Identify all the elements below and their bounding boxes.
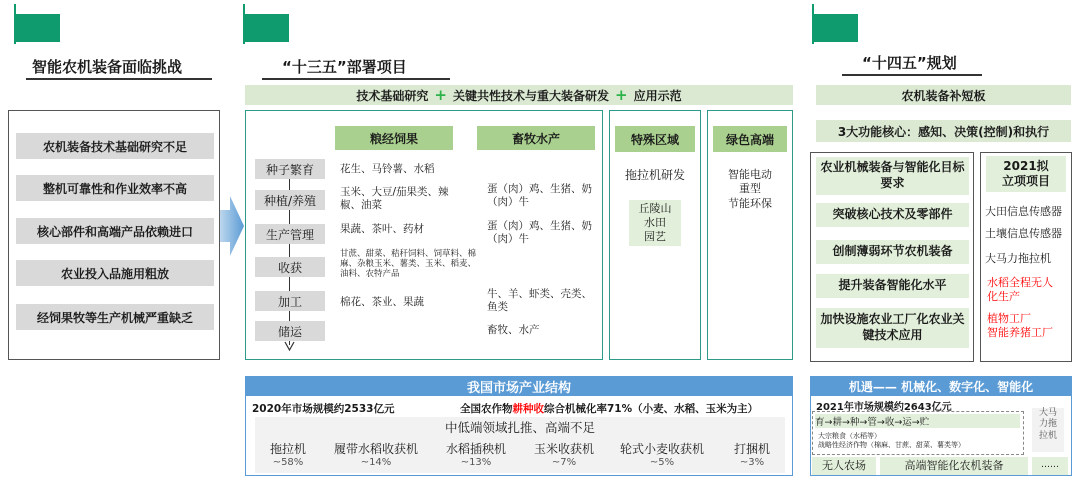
plus-icon: + [615, 86, 628, 104]
grain-cell: 玉米、大豆/茄果类、辣椒、油菜 [340, 186, 449, 212]
goal-item: 加快设施农业工厂化农业关键技术应用 [816, 308, 969, 348]
arrow-down-icon [284, 340, 295, 352]
challenge-item: 整机可靠性和作业效率不高 [16, 175, 214, 201]
flag-icon [243, 14, 289, 42]
value-chain-flow: 育→耕→种→管→收→运→贮 [815, 414, 1020, 428]
opportunity-size: 2021年市场规模约2643亿元 [816, 402, 952, 413]
goal-item: 农业机械装备与智能化目标要求 [816, 157, 969, 195]
project-item-highlight: 植物工厂 智能养猪工厂 [987, 312, 1053, 339]
title-underline [262, 78, 450, 80]
project-item-highlight: 水稻全程无人化生产 [987, 276, 1053, 303]
project-item: 大田信息传感器 [985, 205, 1062, 218]
value-chain-note: 大宗粮食（水稻等） [818, 432, 881, 440]
band-item: 应用示范 [633, 88, 682, 103]
goal-item: 突破核心技术及零部件 [816, 203, 969, 227]
band-item: 关键共性技术与重大装备研发 [452, 88, 609, 103]
tractor-rd: 拖拉机研发 [624, 168, 685, 182]
market-item: 玉米收获机 ~7% [533, 442, 594, 468]
right-arrow-icon [220, 196, 244, 256]
research-band [245, 85, 793, 105]
special-areas: 丘陵山 水田 园艺 [629, 200, 681, 246]
shortboard-band: 农机装备补短板 [816, 85, 1071, 105]
header-special: 特殊区域 [615, 126, 695, 152]
livestock-cell: 蛋（肉）鸡、生猪、奶（肉）牛 [487, 220, 592, 246]
plus-icon: + [434, 86, 447, 104]
opportunity-tag: 无人农场 [812, 457, 876, 475]
challenge-item: 核心部件和高端产品依赖进口 [16, 218, 214, 244]
challenge-item: 农机装备技术基础研究不足 [16, 133, 214, 159]
band-item: 技术基础研究 [356, 88, 429, 103]
opportunity-tag: …… [1032, 457, 1068, 475]
stage-label: 种植/养殖 [255, 190, 325, 210]
project-item: 大马力拖拉机 [985, 252, 1051, 265]
plan13-title: “十三五”部署项目 [282, 58, 407, 76]
market-item: 轮式小麦收获机 ~5% [619, 442, 704, 468]
core-band: 3大功能核心：感知、决策(控制)和执行 [816, 120, 1071, 142]
challenge-item: 经饲果牧等生产机械严重缺乏 [16, 304, 214, 330]
market-item: 拖拉机 ~58% [269, 442, 306, 468]
opportunity-tag: 高端智能化农机装备 [880, 457, 1028, 475]
opportunity-title: 机遇—— 机械化、数字化、智能化 [810, 376, 1072, 396]
tractor-side-note: 大马 力拖 拉机 [1032, 408, 1064, 452]
title-underline [26, 78, 212, 80]
stage-label: 生产管理 [255, 224, 325, 244]
grain-cell: 果蔬、茶叶、药材 [340, 223, 424, 235]
grain-cell: 甘蔗、甜菜、秸秆饲料、饲草料、棉麻、杂粮玉米、薯类、玉米、稻麦、油料、农特产品 [340, 249, 477, 280]
flag-icon [14, 14, 60, 42]
market-item: 履带水稻收获机 ~14% [333, 442, 418, 468]
header-green: 绿色高端 [713, 126, 787, 152]
grain-cell: 棉花、茶业、果蔬 [340, 296, 424, 308]
livestock-cell: 牛、羊、虾类、壳类、鱼类 [487, 288, 592, 314]
goal-item: 提升装备智能化水平 [816, 274, 969, 298]
livestock-cell: 蛋（肉）鸡、生猪、奶（肉）牛 [487, 183, 592, 209]
stage-label: 储运 [255, 321, 325, 341]
goal-item: 创制薄弱环节农机装备 [816, 240, 969, 264]
stage-label: 种子繁育 [255, 159, 325, 179]
stage-label: 加工 [255, 291, 325, 311]
value-chain-note: 战略性经济作物（棉麻、甘蔗、甜菜、薯类等） [818, 441, 965, 449]
stage-label: 收获 [255, 257, 325, 277]
livestock-cell: 畜牧、水产 [487, 324, 540, 336]
challenges-title: 智能农机装备面临挑战 [32, 58, 183, 76]
mechanization-rate: 全国农作物耕种收综合机械化率71%（小麦、水稻、玉米为主） [460, 403, 759, 415]
plan14-title: “十四五”规划 [862, 54, 957, 72]
market-size: 2020年市场规模约2533亿元 [252, 403, 395, 415]
market-item: 打捆机 ~3% [733, 442, 770, 468]
challenge-item: 农业投入品施用粗放 [16, 260, 214, 286]
low-end-note: 中低端领域扎推、高端不足 [444, 420, 595, 435]
stage-line [289, 160, 290, 345]
projects2021-title: 2021拟 立项项目 [986, 156, 1066, 192]
header-grain: 粮经饲果 [335, 126, 453, 150]
grain-cell: 花生、马铃薯、水稻 [340, 163, 435, 175]
project-item: 土壤信息传感器 [985, 227, 1062, 240]
title-underline [842, 74, 982, 76]
market-item: 水稻插秧机 ~13% [445, 442, 506, 468]
flag-icon [812, 14, 858, 42]
header-livestock: 畜牧水产 [477, 126, 595, 150]
green-items: 智能电动 重型 节能环保 [728, 168, 772, 210]
market-title: 我国市场产业结构 [245, 376, 793, 396]
